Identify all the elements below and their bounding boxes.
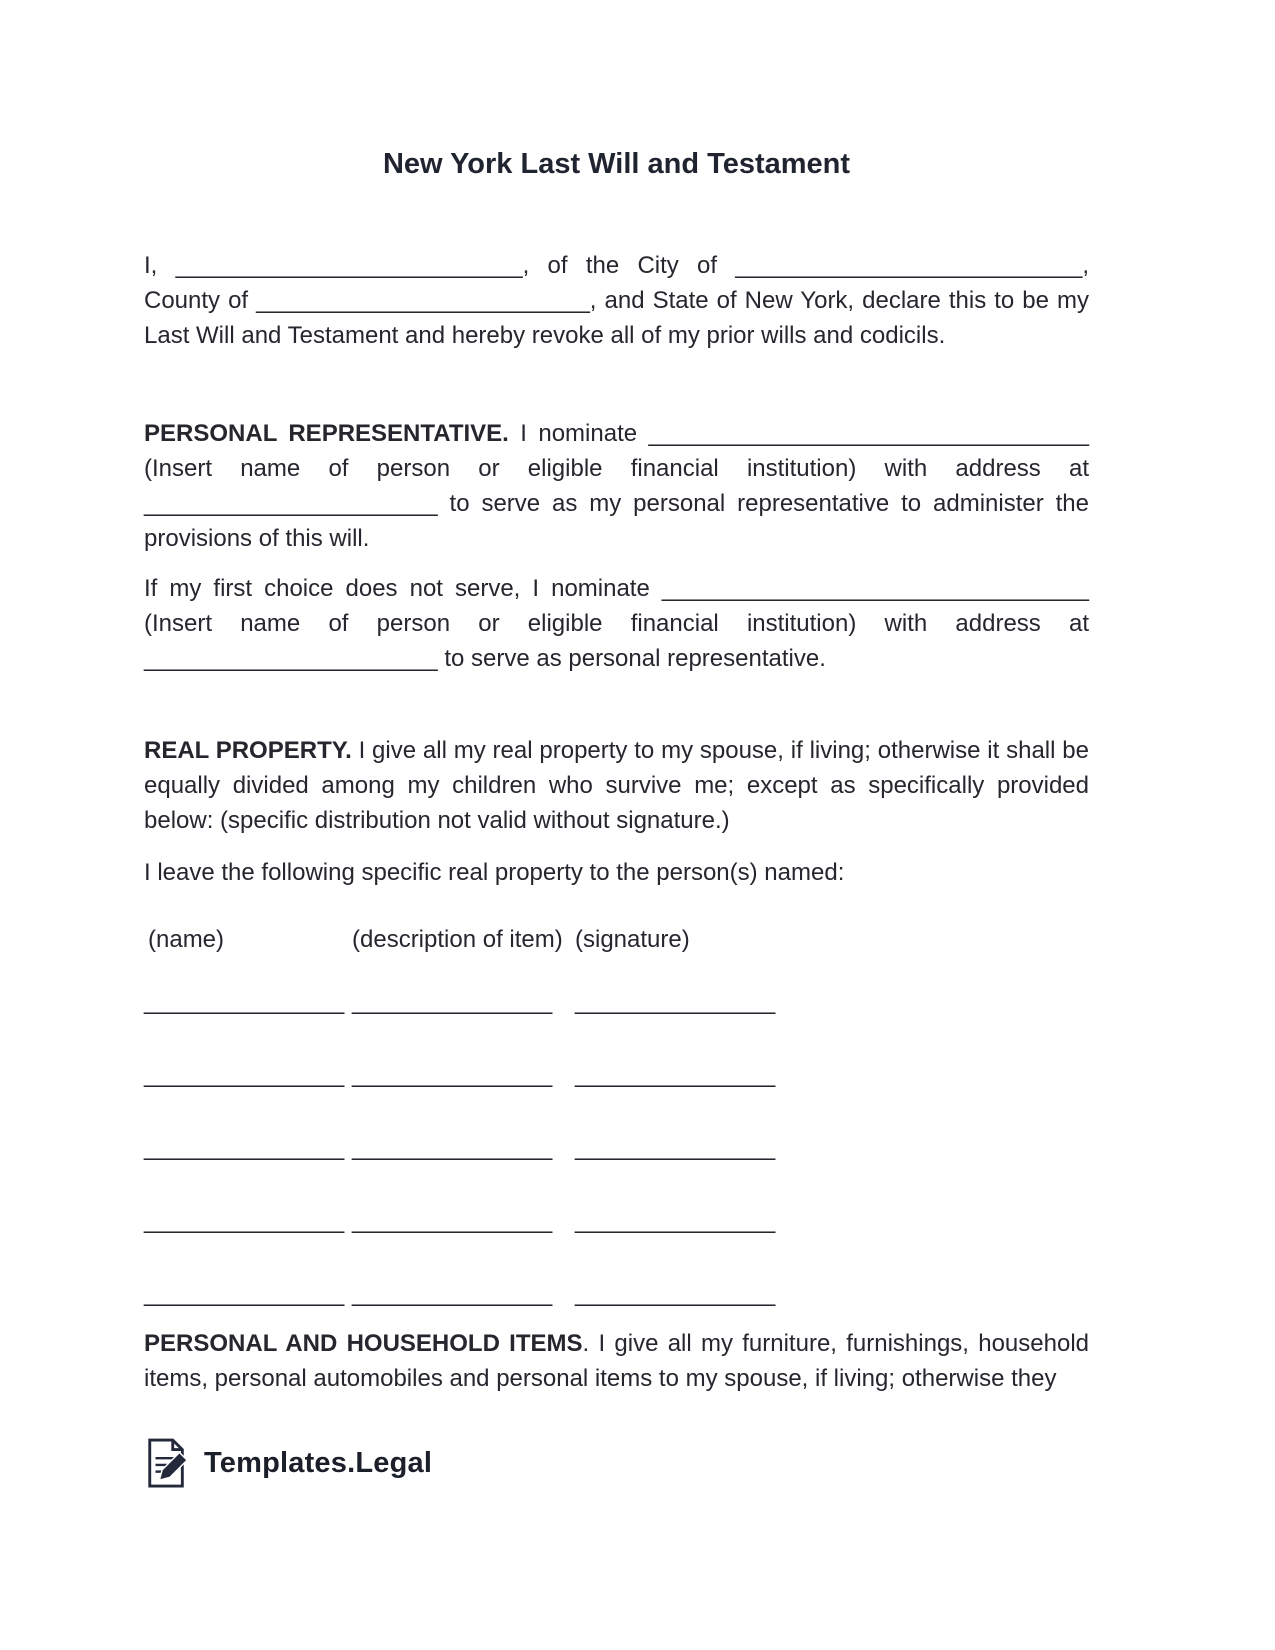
blank-field-name: _______________ [144, 1280, 345, 1307]
column-header-name: (name) [148, 926, 225, 953]
opening-text: I, __________________________, of the City of __________________________, County of _________________________, and State of New York, declare this to be my Last Will and Testament and hereby revoke all of my prior wills and codicils. [144, 252, 1089, 349]
real-property-lead-in: I leave the following specific real property to the person(s) named: [144, 859, 845, 886]
blank-field-description: _______________ [352, 1134, 553, 1161]
blank-rows-section [144, 984, 1089, 1311]
blank-field-signature: _______________ [575, 1134, 776, 1161]
blank-field-signature: _______________ [575, 1280, 776, 1307]
personal-representative-body: I nominate _________________________________ (Insert name of person or eligible financial institution) with address at ______________________ to serve as my personal representative to administer the provisions of this will. [144, 420, 1089, 552]
section-heading-real-property: REAL PROPERTY. [144, 737, 352, 764]
blank-field-name: _______________ [144, 1061, 345, 1088]
personal-representative-alternate-text: If my first choice does not serve, I nominate ________________________________ (Insert name of person or eligible financial institution) with address at ______________________ to serve as personal representative. [144, 575, 1089, 672]
table-row [144, 1057, 1089, 1092]
personal-household-paragraph [144, 1326, 1089, 1396]
personal-household-body: . I give all my furniture, furnishings, household items, personal automobiles and personal items to my spouse, if living; otherwise they [144, 1330, 1089, 1392]
column-header-signature: (signature) [575, 926, 690, 953]
table-row [144, 1203, 1089, 1238]
blank-field-signature: _______________ [575, 988, 776, 1015]
blank-field-signature: _______________ [575, 1207, 776, 1234]
blank-field-name: _______________ [144, 1134, 345, 1161]
blank-field-name: _______________ [144, 1207, 345, 1234]
real-property-paragraph [144, 733, 1089, 838]
section-heading-personal-household: PERSONAL AND HOUSEHOLD ITEMS [144, 1330, 583, 1357]
blank-field-signature: _______________ [575, 1061, 776, 1088]
table-row [144, 1130, 1089, 1165]
column-header-row [144, 922, 1089, 957]
blank-field-name: _______________ [144, 988, 345, 1015]
page-title: New York Last Will and Testament [382, 148, 851, 180]
table-row [144, 1276, 1089, 1311]
blank-field-description: _______________ [352, 1280, 553, 1307]
brand-name: Templates.Legal [204, 1446, 433, 1479]
personal-representative-paragraph [144, 416, 1089, 556]
document-pencil-logo-icon [144, 1437, 190, 1489]
blank-field-description: _______________ [352, 1207, 553, 1234]
blank-field-description: _______________ [352, 988, 553, 1015]
table-row [144, 984, 1089, 1019]
blank-field-description: _______________ [352, 1061, 553, 1088]
personal-representative-alternate-paragraph [144, 571, 1089, 676]
real-property-body: I give all my real property to my spouse, if living; otherwise it shall be equally divided among my children who survive me; except as specifically provided below: (specific distribution not valid without signature.) [144, 737, 1089, 834]
section-heading-personal-representative: PERSONAL REPRESENTATIVE. [144, 420, 509, 447]
opening-paragraph [144, 248, 1089, 353]
column-header-description: (description of item) [352, 926, 563, 953]
footer [144, 1437, 432, 1489]
